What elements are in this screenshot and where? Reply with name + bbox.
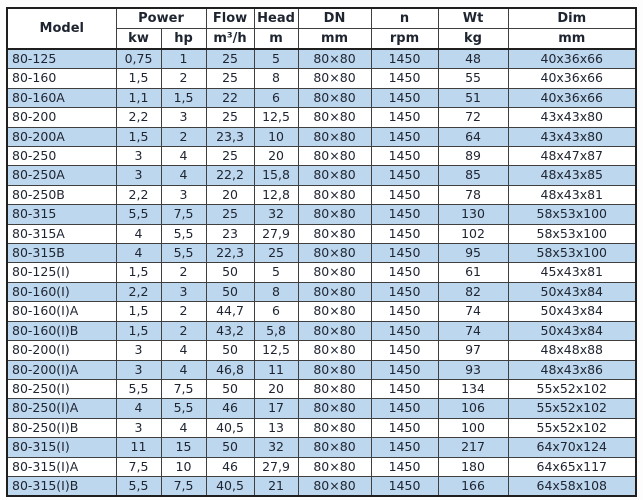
table-row xyxy=(7,476,636,496)
data-cell: 3 xyxy=(161,185,206,204)
data-cell: 2 xyxy=(161,127,206,146)
data-cell: 58x53x100 xyxy=(508,244,636,263)
data-cell: 46 xyxy=(206,457,254,476)
table-row xyxy=(7,88,636,107)
data-cell: 27,9 xyxy=(254,224,298,243)
data-cell: 50 xyxy=(206,282,254,301)
data-cell: 80×80 xyxy=(298,166,371,185)
data-cell: 4 xyxy=(161,147,206,166)
data-cell: 50 xyxy=(206,379,254,398)
table-row xyxy=(7,108,636,127)
data-cell: 25 xyxy=(206,108,254,127)
data-cell: 12,5 xyxy=(254,108,298,127)
data-cell: 1,5 xyxy=(116,263,161,282)
data-cell: 4 xyxy=(161,360,206,379)
data-cell: 22 xyxy=(206,88,254,107)
data-cell: 22,3 xyxy=(206,244,254,263)
table-header xyxy=(7,8,636,49)
data-cell: 58x53x100 xyxy=(508,224,636,243)
data-cell: 80×80 xyxy=(298,205,371,224)
data-cell: 48x43x85 xyxy=(508,166,636,185)
data-cell: 8 xyxy=(254,69,298,88)
data-cell: 1450 xyxy=(371,127,438,146)
table-body xyxy=(7,49,636,496)
data-cell: 7,5 xyxy=(116,457,161,476)
data-cell: 55x52x102 xyxy=(508,379,636,398)
data-cell: 3 xyxy=(161,282,206,301)
data-cell: 40x36x66 xyxy=(508,69,636,88)
model-cell: 80-160 xyxy=(7,69,116,88)
table-row xyxy=(7,185,636,204)
table-row xyxy=(7,457,636,476)
data-cell: 80×80 xyxy=(298,88,371,107)
data-cell: 46,8 xyxy=(206,360,254,379)
data-cell: 5 xyxy=(254,49,298,69)
data-cell: 3 xyxy=(116,166,161,185)
data-cell: 48x43x86 xyxy=(508,360,636,379)
data-cell: 64x65x117 xyxy=(508,457,636,476)
unit-cell: hp xyxy=(161,29,206,50)
header-cell-model: Model xyxy=(7,8,116,49)
data-cell: 25 xyxy=(206,69,254,88)
unit-cell: mm xyxy=(298,29,371,50)
data-cell: 1450 xyxy=(371,49,438,69)
data-cell: 27,9 xyxy=(254,457,298,476)
data-cell: 5,5 xyxy=(161,224,206,243)
data-cell: 12,5 xyxy=(254,341,298,360)
data-cell: 50x43x84 xyxy=(508,321,636,340)
model-cell: 80-160(I)B xyxy=(7,321,116,340)
data-cell: 1450 xyxy=(371,263,438,282)
data-cell: 4 xyxy=(116,224,161,243)
model-cell: 80-200(I) xyxy=(7,341,116,360)
data-cell: 43x43x80 xyxy=(508,127,636,146)
data-cell: 80×80 xyxy=(298,127,371,146)
model-cell: 80-160A xyxy=(7,88,116,107)
model-cell: 80-250 xyxy=(7,147,116,166)
data-cell: 2 xyxy=(161,263,206,282)
data-cell: 43x43x80 xyxy=(508,108,636,127)
data-cell: 51 xyxy=(438,88,508,107)
data-cell: 48x43x81 xyxy=(508,185,636,204)
table-row xyxy=(7,321,636,340)
data-cell: 5,8 xyxy=(254,321,298,340)
data-cell: 48x48x88 xyxy=(508,341,636,360)
data-cell: 23 xyxy=(206,224,254,243)
model-cell: 80-250B xyxy=(7,185,116,204)
data-cell: 25 xyxy=(206,205,254,224)
data-cell: 3 xyxy=(116,418,161,437)
table-row xyxy=(7,49,636,69)
data-cell: 80×80 xyxy=(298,185,371,204)
table-row xyxy=(7,282,636,301)
data-cell: 95 xyxy=(438,244,508,263)
data-cell: 40x36x66 xyxy=(508,88,636,107)
data-cell: 93 xyxy=(438,360,508,379)
data-cell: 1450 xyxy=(371,69,438,88)
header-cell-n: n xyxy=(371,8,438,29)
data-cell: 48x47x87 xyxy=(508,147,636,166)
model-cell: 80-315B xyxy=(7,244,116,263)
data-cell: 1450 xyxy=(371,360,438,379)
data-cell: 80×80 xyxy=(298,282,371,301)
data-cell: 2 xyxy=(161,69,206,88)
data-cell: 80×80 xyxy=(298,69,371,88)
data-cell: 11 xyxy=(116,438,161,457)
header-cell-head: Head xyxy=(254,8,298,29)
data-cell: 80×80 xyxy=(298,476,371,496)
data-cell: 80×80 xyxy=(298,379,371,398)
data-cell: 25 xyxy=(206,147,254,166)
data-cell: 5 xyxy=(254,263,298,282)
data-cell: 5,5 xyxy=(161,244,206,263)
data-cell: 48 xyxy=(438,49,508,69)
data-cell: 180 xyxy=(438,457,508,476)
data-cell: 1,5 xyxy=(116,321,161,340)
data-cell: 1450 xyxy=(371,147,438,166)
data-cell: 15 xyxy=(161,438,206,457)
data-cell: 50x43x84 xyxy=(508,302,636,321)
data-cell: 80×80 xyxy=(298,457,371,476)
data-cell: 80×80 xyxy=(298,341,371,360)
data-cell: 13 xyxy=(254,418,298,437)
data-cell: 102 xyxy=(438,224,508,243)
data-cell: 1450 xyxy=(371,282,438,301)
model-cell: 80-160(I) xyxy=(7,282,116,301)
data-cell: 50 xyxy=(206,438,254,457)
data-cell: 80×80 xyxy=(298,49,371,69)
data-cell: 80×80 xyxy=(298,321,371,340)
data-cell: 25 xyxy=(254,244,298,263)
data-cell: 23,3 xyxy=(206,127,254,146)
data-cell: 5,5 xyxy=(116,379,161,398)
model-cell: 80-315(I)B xyxy=(7,476,116,496)
model-cell: 80-200A xyxy=(7,127,116,146)
data-cell: 2,2 xyxy=(116,282,161,301)
data-cell: 7,5 xyxy=(161,205,206,224)
data-cell: 1450 xyxy=(371,205,438,224)
data-cell: 44,7 xyxy=(206,302,254,321)
data-cell: 0,75 xyxy=(116,49,161,69)
data-cell: 74 xyxy=(438,302,508,321)
header-cell-dim: Dim xyxy=(508,8,636,29)
model-cell: 80-250(I)A xyxy=(7,399,116,418)
model-cell: 80-250(I)B xyxy=(7,418,116,437)
data-cell: 7,5 xyxy=(161,379,206,398)
data-cell: 55x52x102 xyxy=(508,418,636,437)
data-cell: 80×80 xyxy=(298,438,371,457)
data-cell: 1450 xyxy=(371,418,438,437)
table-row xyxy=(7,360,636,379)
data-cell: 40,5 xyxy=(206,476,254,496)
data-cell: 80×80 xyxy=(298,399,371,418)
model-cell: 80-315A xyxy=(7,224,116,243)
data-cell: 80×80 xyxy=(298,147,371,166)
data-cell: 3 xyxy=(116,341,161,360)
model-cell: 80-200 xyxy=(7,108,116,127)
data-cell: 55x52x102 xyxy=(508,399,636,418)
data-cell: 130 xyxy=(438,205,508,224)
data-cell: 43,2 xyxy=(206,321,254,340)
data-cell: 134 xyxy=(438,379,508,398)
data-cell: 1450 xyxy=(371,185,438,204)
data-cell: 64x70x124 xyxy=(508,438,636,457)
data-cell: 5,5 xyxy=(161,399,206,418)
data-cell: 97 xyxy=(438,341,508,360)
data-cell: 25 xyxy=(206,49,254,69)
data-cell: 50 xyxy=(206,341,254,360)
data-cell: 20 xyxy=(206,185,254,204)
data-cell: 166 xyxy=(438,476,508,496)
table-row xyxy=(7,69,636,88)
data-cell: 50 xyxy=(206,263,254,282)
data-cell: 32 xyxy=(254,205,298,224)
model-cell: 80-250A xyxy=(7,166,116,185)
pump-spec-table xyxy=(6,7,637,497)
data-cell: 40x36x66 xyxy=(508,49,636,69)
data-cell: 80×80 xyxy=(298,418,371,437)
unit-cell: kw xyxy=(116,29,161,50)
table-row xyxy=(7,418,636,437)
data-cell: 217 xyxy=(438,438,508,457)
table-row xyxy=(7,127,636,146)
data-cell: 1450 xyxy=(371,438,438,457)
data-cell: 1,5 xyxy=(116,127,161,146)
data-cell: 55 xyxy=(438,69,508,88)
model-cell: 80-125(I) xyxy=(7,263,116,282)
data-cell: 12,8 xyxy=(254,185,298,204)
data-cell: 40,5 xyxy=(206,418,254,437)
data-cell: 1,1 xyxy=(116,88,161,107)
data-cell: 1,5 xyxy=(116,302,161,321)
model-cell: 80-125 xyxy=(7,49,116,69)
data-cell: 80×80 xyxy=(298,302,371,321)
data-cell: 17 xyxy=(254,399,298,418)
data-cell: 1450 xyxy=(371,457,438,476)
data-cell: 1450 xyxy=(371,224,438,243)
data-cell: 80×80 xyxy=(298,360,371,379)
data-cell: 1450 xyxy=(371,476,438,496)
model-cell: 80-315 xyxy=(7,205,116,224)
table-row xyxy=(7,166,636,185)
data-cell: 2 xyxy=(161,321,206,340)
data-cell: 20 xyxy=(254,379,298,398)
data-cell: 46 xyxy=(206,399,254,418)
data-cell: 1450 xyxy=(371,244,438,263)
model-cell: 80-160(I)A xyxy=(7,302,116,321)
data-cell: 50x43x84 xyxy=(508,282,636,301)
table-row xyxy=(7,438,636,457)
data-cell: 80×80 xyxy=(298,263,371,282)
table-row xyxy=(7,224,636,243)
data-cell: 21 xyxy=(254,476,298,496)
data-cell: 1450 xyxy=(371,379,438,398)
header-cell-dn: DN xyxy=(298,8,371,29)
data-cell: 80×80 xyxy=(298,224,371,243)
data-cell: 72 xyxy=(438,108,508,127)
table-row xyxy=(7,399,636,418)
header-cell-wt: Wt xyxy=(438,8,508,29)
data-cell: 1450 xyxy=(371,321,438,340)
model-cell: 80-250(I) xyxy=(7,379,116,398)
data-cell: 2,2 xyxy=(116,185,161,204)
data-cell: 2 xyxy=(161,302,206,321)
model-cell: 80-315(I)A xyxy=(7,457,116,476)
model-cell: 80-315(I) xyxy=(7,438,116,457)
data-cell: 80×80 xyxy=(298,244,371,263)
data-cell: 8 xyxy=(254,282,298,301)
data-cell: 10 xyxy=(161,457,206,476)
data-cell: 5,5 xyxy=(116,476,161,496)
data-cell: 4 xyxy=(161,418,206,437)
data-cell: 15,8 xyxy=(254,166,298,185)
table-row xyxy=(7,341,636,360)
data-cell: 3 xyxy=(116,147,161,166)
data-cell: 22,2 xyxy=(206,166,254,185)
data-cell: 85 xyxy=(438,166,508,185)
table-row xyxy=(7,263,636,282)
table-row xyxy=(7,147,636,166)
data-cell: 1450 xyxy=(371,399,438,418)
data-cell: 82 xyxy=(438,282,508,301)
data-cell: 80×80 xyxy=(298,108,371,127)
unit-cell: rpm xyxy=(371,29,438,50)
data-cell: 1,5 xyxy=(116,69,161,88)
data-cell: 106 xyxy=(438,399,508,418)
unit-cell: m³/h xyxy=(206,29,254,50)
data-cell: 5,5 xyxy=(116,205,161,224)
data-cell: 4 xyxy=(116,399,161,418)
data-cell: 1450 xyxy=(371,108,438,127)
table-row xyxy=(7,379,636,398)
unit-cell: mm xyxy=(508,29,636,50)
table-row xyxy=(7,244,636,263)
data-cell: 61 xyxy=(438,263,508,282)
data-cell: 64x58x108 xyxy=(508,476,636,496)
data-cell: 64 xyxy=(438,127,508,146)
data-cell: 20 xyxy=(254,147,298,166)
data-cell: 6 xyxy=(254,88,298,107)
data-cell: 2,2 xyxy=(116,108,161,127)
data-cell: 1450 xyxy=(371,166,438,185)
data-cell: 100 xyxy=(438,418,508,437)
data-cell: 45x43x81 xyxy=(508,263,636,282)
table-row xyxy=(7,302,636,321)
header-cell-flow: Flow xyxy=(206,8,254,29)
data-cell: 1450 xyxy=(371,88,438,107)
data-cell: 3 xyxy=(116,360,161,379)
data-cell: 78 xyxy=(438,185,508,204)
data-cell: 6 xyxy=(254,302,298,321)
data-cell: 32 xyxy=(254,438,298,457)
header-group-row xyxy=(7,8,636,29)
data-cell: 1450 xyxy=(371,302,438,321)
data-cell: 58x53x100 xyxy=(508,205,636,224)
data-cell: 3 xyxy=(161,108,206,127)
data-cell: 7,5 xyxy=(161,476,206,496)
unit-cell: m xyxy=(254,29,298,50)
data-cell: 1 xyxy=(161,49,206,69)
data-cell: 1,5 xyxy=(161,88,206,107)
data-cell: 89 xyxy=(438,147,508,166)
data-cell: 4 xyxy=(161,166,206,185)
header-cell-power: Power xyxy=(116,8,206,29)
table-row xyxy=(7,205,636,224)
data-cell: 4 xyxy=(116,244,161,263)
data-cell: 74 xyxy=(438,321,508,340)
data-cell: 1450 xyxy=(371,341,438,360)
data-cell: 10 xyxy=(254,127,298,146)
data-cell: 4 xyxy=(161,341,206,360)
data-cell: 11 xyxy=(254,360,298,379)
model-cell: 80-200(I)A xyxy=(7,360,116,379)
unit-cell: kg xyxy=(438,29,508,50)
